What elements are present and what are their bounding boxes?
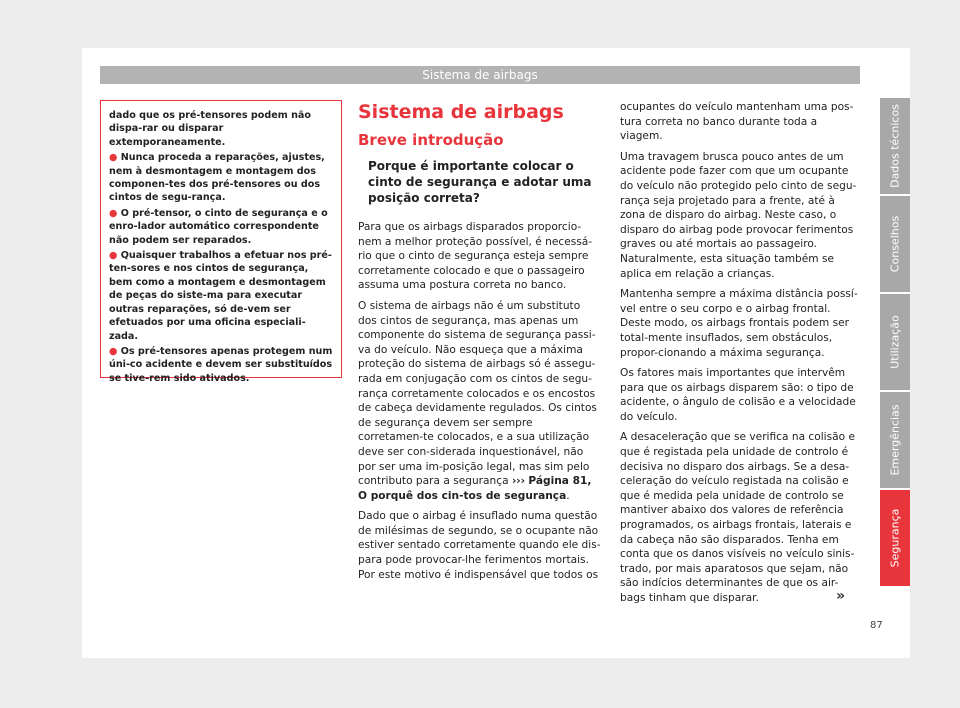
bullet-icon: ● — [109, 152, 118, 164]
section-subtitle: Breve introdução — [358, 131, 504, 149]
warning-bullet: ● Os pré-tensores apenas protegem num úni-co acidente e devem ser substituídos se tive-rem sido ativados. — [109, 345, 333, 384]
paragraph: ocupantes do veículo mantenham uma pos-tura correta no banco durante toda a viagem. — [620, 101, 854, 143]
section-title: Sistema de airbags — [358, 101, 564, 123]
warning-intro: dado que os pré-tensores podem não dispa-rar ou disparar extemporaneamente. — [109, 110, 311, 148]
paragraph: Mantenha sempre a máxima distância possí-vel entre o seu corpo e o airbag frontal. Deste modo, os airbags frontais podem ser total-mente insuflados, sem obstáculos, propor-cionando a máxima segurança. — [620, 288, 858, 359]
paragraph: Uma travagem brusca pouco antes de um acidente pode fazer com que um ocupante do veículo não protegido pelo cinto de segu-rança seja projetado para a frente, até à zona de disparo do airbag. Neste caso, o disparo do airbag pode provocar ferimentos graves ou até mortais ao passageiro. Naturalmente, esta situação também se aplica em relação a crianças. — [620, 150, 857, 280]
tab-seguranca[interactable] — [880, 490, 910, 586]
continue-icon: » — [836, 588, 846, 604]
arrows-icon: ››› — [511, 475, 526, 488]
warning-bullet: ● Quaisquer trabalhos a efetuar nos pré-ten-sores e nos cintos de segurança, bem como a montagem e desmontagem de peças do siste-ma para executar outras reparações, só de-vem ser efetuados por uma oficina especiali-zada. — [109, 250, 332, 342]
tab-emergencias[interactable] — [880, 392, 910, 488]
question-heading: Porque é importante colocar o cinto de segurança e adotar uma posição correta? — [368, 159, 592, 205]
warning-box — [100, 100, 342, 384]
right-column — [620, 100, 858, 612]
tab-label: Segurança — [888, 508, 902, 568]
tab-label: Utilização — [888, 315, 902, 369]
main-column — [358, 100, 601, 588]
paragraph: Os fatores mais importantes que intervêm para que os airbags disparem são: o tipo de acidente, o ângulo de colisão e a velocidade do veículo. — [620, 367, 856, 423]
tab-label: Conselhos — [888, 215, 902, 273]
page-header: Sistema de airbags — [100, 66, 860, 84]
page-number: 87 — [870, 620, 883, 631]
tab-label: Dados técnicos — [888, 104, 902, 188]
warning-bullet: ● O pré-tensor, o cinto de segurança e o enro-lador automático correspondente não podem ser reparados. — [109, 207, 328, 246]
bullet-icon: ● — [109, 345, 118, 357]
paragraph: Dado que o airbag é insuflado numa questão de milésimas de segundo, se o ocupante não estiver sentado corretamente quando ele dis-para pode provocar-lhe ferimentos mortais. Por este motivo é indispensável que todos os — [358, 510, 601, 581]
tab-utilizacao[interactable] — [880, 294, 910, 390]
paragraph: O sistema de airbags não é um substituto dos cintos de segurança, mas apenas um componente do sistema de segurança passi-va do veículo. Não esqueça que a máxima proteção do sistema de airbags só é assegu-rada em conjugação com os cintos de segu-rança corretamente colocados e os encostos de cabeça devidamente regulados. Os cintos de segurança devem ser sempre corretamen-te colocados, e a sua utilização deve ser con-siderada inquestionável, não por ser uma im-posição legal, mas sim pelo contributo para a segurança ››› Página 81, O porquê dos cin-tos de segurança. — [358, 299, 597, 502]
tab-dados-tecnicos[interactable] — [880, 98, 910, 194]
tab-label: Emergências — [888, 404, 902, 476]
paragraph: Para que os airbags disparados proporcio-nem a melhor proteção possível, é necessá-rio que o cinto de segurança esteja sempre corretamente colocado e que o passageiro assuma uma postura correta no banco. — [358, 221, 593, 292]
bullet-icon: ● — [109, 207, 118, 219]
bullet-icon: ● — [109, 250, 118, 262]
tab-conselhos[interactable] — [880, 196, 910, 292]
paragraph: A desaceleração que se verifica na colisão e que é registada pela unidade de controlo é decisiva no disparo dos airbags. Se a desa-celeração do veículo registada na colisão e que é medida pela unidade de controlo se mantiver abaixo dos valores de referência programados, os airbags frontais, laterais e da cabeça não são disparados. Tenha em conta que os danos visíveis no veículo sinis-trado, por mais aparatosos que sejam, não são indícios determinantes de que os air-bags tinham que disparar. — [620, 431, 855, 604]
page-reference-link[interactable]: Página 81, O porquê dos cin-tos de segurança — [358, 475, 592, 502]
warning-bullet: ● Nunca proceda a reparações, ajustes, nem à desmontagem e montagem dos componen-tes dos pré-tensores ou dos cintos de segu-rança. — [109, 152, 325, 204]
